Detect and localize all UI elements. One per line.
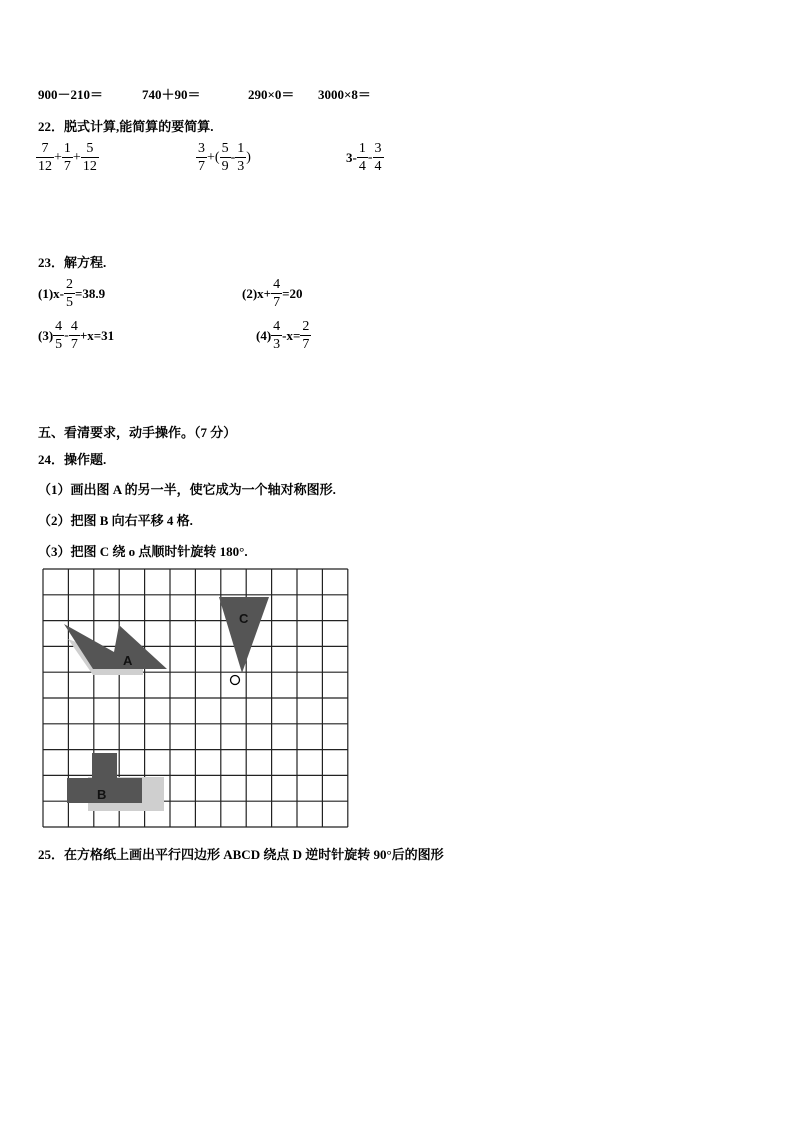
fraction: $\frac{3}{4}$ [374, 141, 382, 174]
fraction: $\frac{4}{7}$ [273, 277, 281, 310]
rotation-point-o [231, 676, 240, 685]
q22-expr-1: $\frac{7}{12}$ + $\frac{1}{7}$ + $\frac{5}{12}$ [38, 141, 97, 174]
q23-title: 23．解方程. [38, 255, 107, 270]
q22-title: 22．脱式计算,能简算的要简算. [38, 119, 214, 134]
fraction: $\frac{5}{9}$ [221, 141, 229, 174]
fraction: $\frac{1}{7}$ [63, 141, 71, 174]
fraction: $\frac{3}{7}$ [198, 141, 205, 174]
q22-expr-3: 3- $\frac{1}{4}$ - $\frac{3}{4}$ [346, 141, 382, 174]
q24-step-1: （1）画出图 A 的另一半，使它成为一个轴对称图形. [38, 482, 336, 497]
label-c: C [239, 611, 249, 626]
q23-eq-1: (1)x- $\frac{2}{5}$ =38.9 [38, 277, 106, 310]
shape-c [219, 597, 269, 673]
fraction: $\frac{7}{12}$ [38, 141, 52, 174]
label-a: A [123, 653, 133, 668]
q22-expr-2: $\frac{3}{7}$ +( $\frac{5}{9}$ - $\frac{1}{3}$ ) [198, 141, 251, 174]
q23-eq-2: (2)x+ $\frac{4}{7}$ =20 [242, 277, 303, 310]
fraction: $\frac{1}{3}$ [237, 141, 245, 174]
fraction: $\frac{4}{5}$ [55, 319, 63, 352]
fraction: $\frac{5}{12}$ [82, 141, 97, 174]
q24-step-3: （3）把图 C 绕 o 点顺时针旋转 180°. [38, 544, 248, 559]
fraction: $\frac{2}{7}$ [302, 319, 310, 352]
q24-title: 24．操作题. [38, 452, 107, 467]
q23-eq-3: (3) $\frac{4}{5}$ - $\frac{4}{7}$ +x=31 [38, 319, 115, 352]
section-5-heading: 五、看清要求，动手操作。（7 分） [38, 425, 237, 440]
fraction: $\frac{4}{7}$ [70, 319, 78, 352]
label-b: B [97, 787, 107, 802]
oral-item-2: 740＋90＝ [142, 87, 201, 102]
fraction: $\frac{1}{4}$ [358, 141, 366, 174]
oral-item-4: 3000×8＝ [318, 87, 371, 102]
oral-item-1: 900－210＝ [38, 87, 104, 102]
q23-eq-4: (4) $\frac{4}{3}$ -x= $\frac{2}{7}$ [256, 319, 310, 352]
q24-step-2: （2）把图 B 向右平移 4 格. [38, 513, 193, 528]
q25-text: 25．在方格纸上画出平行四边形 ABCD 绕点 D 逆时针旋转 90°后的图形 [38, 847, 444, 862]
operation-grid [41, 567, 352, 831]
oral-item-3: 290×0＝ [248, 87, 295, 102]
fraction: $\frac{2}{5}$ [66, 277, 73, 310]
fraction: $\frac{4}{3}$ [273, 319, 281, 352]
